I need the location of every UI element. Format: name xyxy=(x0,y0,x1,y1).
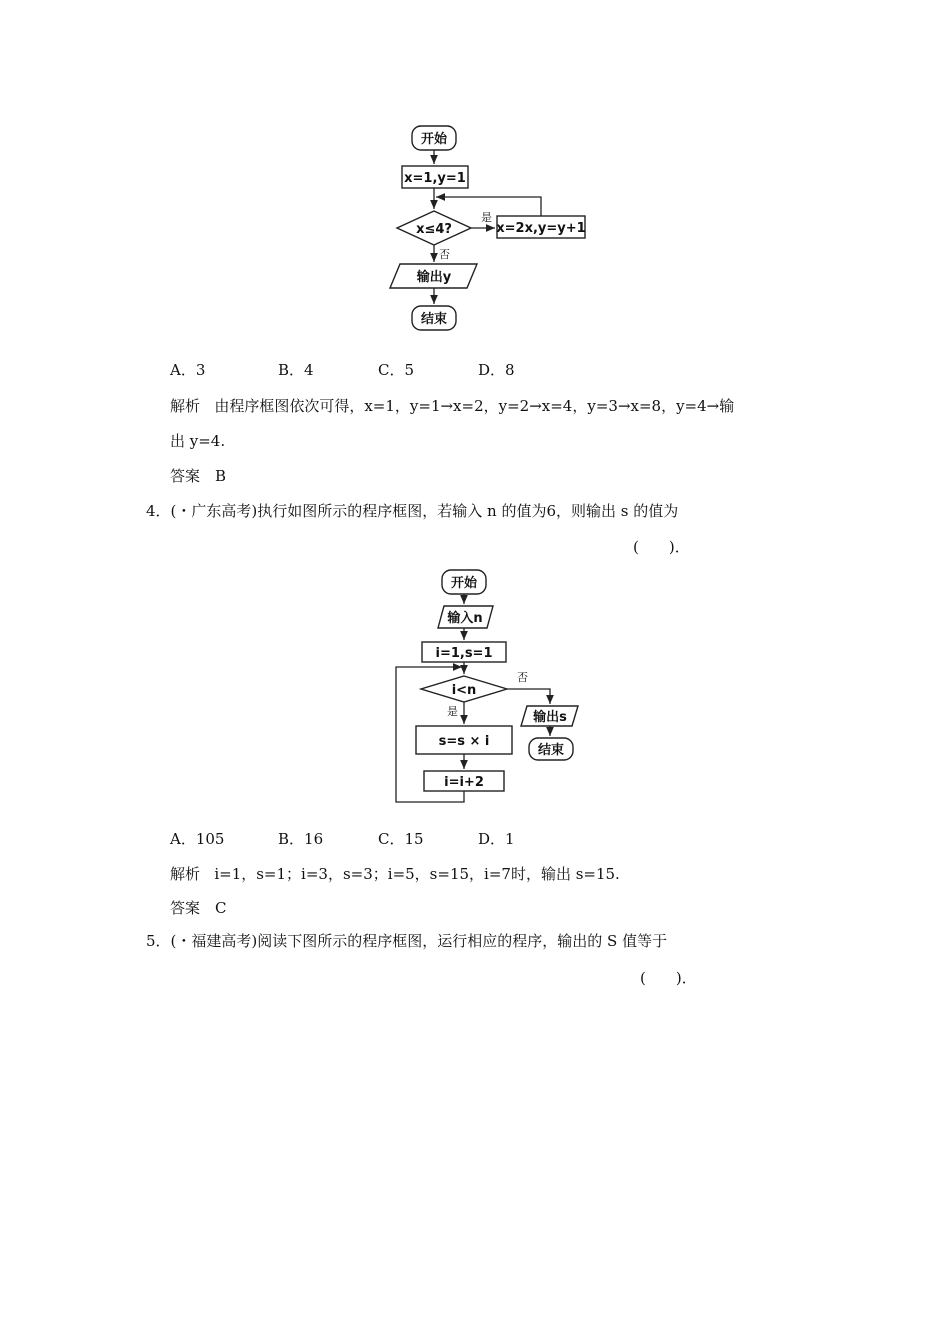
q4-option-d: D．1 xyxy=(478,830,515,848)
q3-option-d: D．8 xyxy=(478,361,515,379)
fc1-decision-text: x≤4? xyxy=(416,222,452,237)
q4-option-b: B．16 xyxy=(278,830,324,848)
q3-options xyxy=(170,360,515,380)
q3-option-c: C．5 xyxy=(378,361,415,379)
fc1-init-text: x=1,y=1 xyxy=(404,171,466,186)
q3-analysis-line2: 出 y=4. xyxy=(170,432,226,450)
fc2-decision-text: i<n xyxy=(451,683,477,698)
fc2-init-text: i=1,s=1 xyxy=(435,646,493,661)
fc1-update-text: x=2x,y=y+1 xyxy=(496,221,586,236)
fc2-no-label: 否 xyxy=(517,671,528,684)
q3-analysis-label: 解析 xyxy=(170,397,201,415)
q4-analysis-text: i=1，s=1；i=3，s=3；i=5，s=15，i=7时，输出 s=15. xyxy=(214,865,620,883)
q3-option-b: B．4 xyxy=(278,361,314,379)
fc1-yes-label: 是 xyxy=(481,211,492,224)
flowchart-1 xyxy=(0,0,950,340)
q3-analysis xyxy=(170,396,734,416)
fc2-input-text: 输入n xyxy=(447,611,483,626)
fc2-output-text: 输出s xyxy=(533,710,567,725)
fc1-end-text: 结束 xyxy=(420,312,448,327)
q5-stem: 5．(・福建高考)阅读下图所示的程序框图，运行相应的程序，输出的 S 值等于 xyxy=(146,932,668,950)
q4-option-c: C．15 xyxy=(378,830,424,848)
fc2-yes-label: 是 xyxy=(447,705,458,718)
q5-blank: ( )． xyxy=(640,969,697,987)
q4-options xyxy=(170,829,515,849)
fc2-end-text: 结束 xyxy=(537,743,565,758)
q4-analysis-label: 解析 xyxy=(170,865,201,883)
q3-answer: 答案 B xyxy=(170,467,227,485)
fc1-output-text: 输出y xyxy=(416,270,452,285)
fc2-incr-text: i=i+2 xyxy=(444,775,484,790)
fc1-no-label: 否 xyxy=(439,248,450,261)
q4-stem: 4．(・广东高考)执行如图所示的程序框图，若输入 n 的值为6，则输出 s 的值为 xyxy=(146,502,679,520)
q4-analysis xyxy=(170,864,620,884)
q3-analysis-line1: 由程序框图依次可得，x=1，y=1→x=2，y=2→x=4，y=3→x=8，y=4→输 xyxy=(214,397,735,415)
flowchart-2 xyxy=(0,560,950,820)
q4-answer: 答案 C xyxy=(170,899,227,917)
fc2-start-text: 开始 xyxy=(450,576,478,591)
q4-option-a: A．105 xyxy=(170,830,225,848)
fc1-start-text: 开始 xyxy=(420,132,448,147)
fc2-body-text: s=s × i xyxy=(438,734,490,749)
q3-option-a: A．3 xyxy=(170,361,206,379)
q4-blank: ( )． xyxy=(633,538,690,556)
